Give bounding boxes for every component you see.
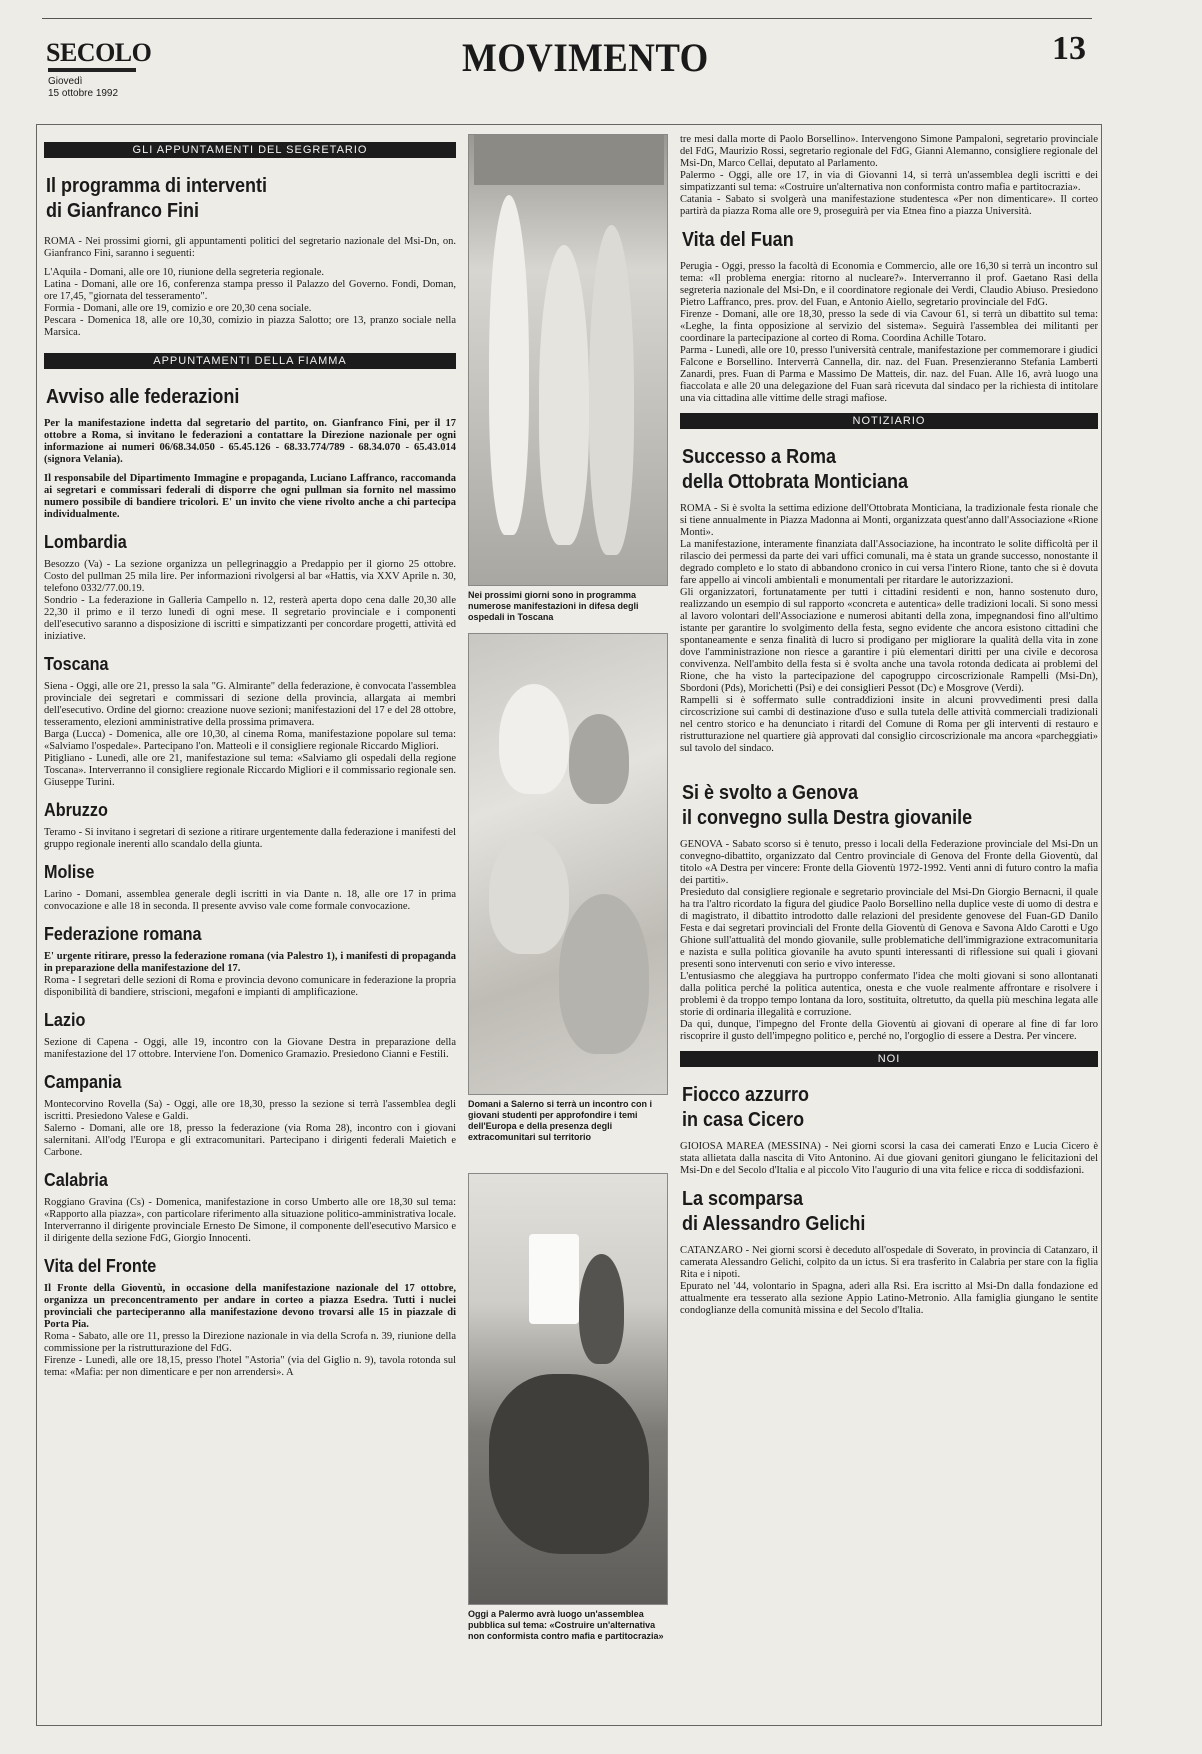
article-paragraph: Roggiano Gravina (Cs) - Domenica, manifestazione in corso Umberto alle ore 18,30 sul tema: «Rapporto alla piazza», con particolare riferimento alla situazione politico-amministrativa locale. Interverranno il dirigente provinciale Ernesto De Simone, il componente dell'esecutivo Marsico e il dirigente della sezione FdG, Giorgio Innocenti. [44,1197,456,1244]
photo-palermo-wreckage [468,1173,668,1605]
article-paragraph: Firenze - Lunedì, alle ore 18,15, presso l'hotel "Astoria" (via del Giglio n. 9), tavola rotonda sul tema: «Mafia: per non dimenticare e per non arrendersi». A [44,1355,456,1378]
article-paragraph: Gli organizzatori, fortunatamente per tutti i cittadini residenti e non, hanno sostenuto duro, realizzando un esempio di sul rapporto «concreta e autentica» delle tradizioni locali. Si sono messi al lavoro volontari dell'Associazione e numerosi abitanti della zona, impegnandosi fino all'ultimo istante per garantire lo svolgimento della festa, segno evidente che ancora esistono cittadini che spontaneamente e senza finalità di lucro si prodigano per migliorare la qualità della vita in zone dove l'amministrazione non riesce a garantire i più elementari diritti per una civile e decorosa convivenza. Nell'ambito della festa si è svolta anche una tavola rotonda dedicata ai problemi del Rione, che ha visto la partecipazione del capogruppo circoscrizionale Rampelli (Msi-Dn), Sbordoni (Pds), Morichetti (Psi) e dei consiglieri Pessot (Dc) e Mosgrove (Verdi). [680,587,1098,694]
article-paragraph: Per la manifestazione indetta dal segretario del partito, on. Gianfranco Fini, per il 17 ottobre a Roma, si invitano le federazioni a contattare la Direzione nazionale per ogni informazione ai numeri 06/68.34.050 - 65.45.126 - 68.33.774/789 - 68.34.070 - 65.43.014 (signora Velania). [44,418,456,465]
section-banner: GLI APPUNTAMENTI DEL SEGRETARIO [44,142,456,158]
figure-shape [529,1234,579,1324]
article-paragraph: Larino - Domani, assemblea generale degli iscritti in via Dante n. 18, alle ore 17 in prima convocazione e alle 18 in seconda. Il presente avviso vale come formale convocazione. [44,889,456,912]
region-heading: Lombardia [44,532,127,552]
article-paragraph: Teramo - Si invitano i segretari di sezione a ritirare urgentemente dalla federazione i manifesti del gruppo regionale inerenti allo scandalo della giunta. [44,827,456,850]
headline-line: Fiocco azzurro [682,1084,810,1106]
left-column [44,134,456,1386]
article-paragraph: La manifestazione, interamente finanziata dall'Associazione, ha incontrato le solite difficoltà per il rilascio dei permessi da parte dei vari uffici comunali, ma è stata un grande successo, nonostante il degrado completo e lo stato di abbandono cronico in cui versa l'intero Rione, tanto che si è dovuta fare appello ai vincoli ambientali e monumentali per ritardare le autorizzazioni. [680,539,1098,586]
figure-shape [489,834,569,954]
article-paragraph: Roma - I segretari delle sezioni di Roma e provincia devono comunicare in federazione la propria disponibilità di bandiere, striscioni, megafoni e impianti di amplificazione. [44,975,456,998]
region-heading: Federazione romana [44,924,202,944]
headline-line: di Gianfranco Fini [46,200,200,222]
article-paragraph: Rampelli si è soffermato sulle contraddizioni insite in alcuni provvedimenti presi dalla circoscrizione sui cambi di destinazione d'uso e sulla tutela delle attività commerciali tradizionali nel centro storico e ha denunciato i ritardi del Comune di Roma per gli interventi di restauro e ristrutturazione nel quartiere già approvati dal consiglio circoscrizionale ma ancora «parcheggiati» sul tavolo del sindaco. [680,695,1098,754]
newspaper-logo: SECOLO [46,38,152,67]
section-banner: APPUNTAMENTI DELLA FIAMMA [44,353,456,369]
headline-line: di Alessandro Gelichi [682,1213,866,1235]
article-paragraph: Epurato nel '44, volontario in Spagna, aderì alla Rsi. Era iscritto al Msi-Dn dalla fondazione ed attualmente era tesserato alla sezione Appio Latino-Metronio. Alla famiglia giungano le sentite condoglianze della comunità missina e del Secolo d'Italia. [680,1281,1098,1316]
page-number: 13 [1052,30,1086,67]
logo-underline [48,68,136,72]
photo-caption: Domani a Salerno si terrà un incontro con i giovani studenti per approfondire i temi dell'Europa e della presenza degli extracomunitari sul territorio [468,1099,653,1142]
photo-hospital-staff [468,134,668,586]
section-title: MOVIMENTO [462,35,709,80]
article-paragraph: Formia - Domani, alle ore 19, comizio e ore 20,30 cena sociale. [44,303,312,314]
headline: Vita del Fuan [682,229,794,251]
region-heading: Lazio [44,1010,86,1030]
article-paragraph: Pescara - Domenica 18, alle ore 10,30, comizio in piazza Salotto; ore 13, pranzo sociale nella Marsica. [44,315,456,338]
article-paragraph: Catania - Sabato si svolgerà una manifestazione studentesca «Per non dimenticare». Il corteo partirà da piazza Roma alle ore 9, proseguirà per via Etnea fino a piazza Università. [680,194,1098,217]
issue-date [48,76,118,100]
masthead [42,18,1092,108]
article-paragraph: Il responsabile del Dipartimento Immagine e propaganda, Luciano Laffranco, raccomanda ai segretari e commissari federali di disporre che ogni pullman sia fornito nel massimo numero possibile di bandiere tricolori. E' un invito che viene rivolto anche a chi partecipa individualmente. [44,473,456,520]
right-column [680,134,1098,1324]
figure-shape [569,714,629,804]
article-paragraph: Roma - Sabato, alle ore 11, presso la Direzione nazionale in via della Scrofa n. 39, riunione della commissione per la ristrutturazione del FdG. [44,1331,456,1354]
headline-line: il convegno sulla Destra giovanile [682,807,973,829]
headline-line: La scomparsa [682,1188,804,1210]
headline [682,781,1056,831]
article-paragraph: GENOVA - Sabato scorso si è tenuto, presso i locali della Federazione provinciale del Msi-Dn un convegno-dibattito, organizzato dal Centro provinciale di Genova del Fronte della Gioventù, dal titolo «A Destra per vincere: Fronte della Gioventù 1972-1992. Venti anni di futuro contro la mafia dei partiti». [680,839,1098,886]
headline-line: Si è svolto a Genova [682,782,859,804]
section-banner: NOTIZIARIO [680,413,1098,429]
photo-students [468,633,668,1095]
photo-column [468,134,668,1652]
article-paragraph: Da qui, dunque, l'impegno del Fronte della Gioventù ai giovani di operare al fine di far loro riscoprire il gusto dell'impegno politico e, perché no, l'orgoglio di essere a Destra. Per vincere. [680,1019,1098,1042]
article-paragraph: Siena - Oggi, alle ore 21, presso la sala "G. Almirante" della federazione, è convocata l'assemblea provinciale dei segretari e commissari di sezione della provincia, allargata ai membri dell'esecutivo. Ordine del giorno: creazione nuove sezioni; manifestazioni del 17 e del 28 ottobre, tesseramento, elezioni amministrative della prossima primavera. [44,681,456,728]
figure-shape [579,1254,624,1364]
headline-line: Successo a Roma [682,446,837,468]
headline-line: in casa Cicero [682,1109,805,1131]
region-heading: Molise [44,862,95,882]
article-paragraph: ROMA - Si è svolta la settima edizione dell'Ottobrata Monticiana, la tradizionale festa rionale che si tiene annualmente in Piazza Madonna ai Monti, organizzata quest'anno dall'Associazione «Rione Monti». [680,503,1098,538]
headline [682,445,1056,495]
figure-shape [539,245,589,545]
headline: Avviso alle federazioni [46,386,240,408]
article-paragraph: Sondrio - La federazione in Galleria Campello n. 12, resterà aperta dopo cena dalle 20,30 alle 22,30 il primo e il terzo lunedì di ogni mese. Il segretario provinciale e i componenti dell'esecutivo saranno a disposizione di iscritti e simpatizzanti per concordare progetti, attività ed iniziative. [44,595,456,642]
section-banner: NOI [680,1051,1098,1067]
headline-line: della Ottobrata Monticiana [682,471,909,493]
figure-shape [559,894,649,1054]
article-paragraph: Perugia - Oggi, presso la facoltà di Economia e Commercio, alle ore 16,30 si terrà un incontro sul tema: «Il problema energia: ritorno al nucleare?». Interverranno il prof. Gaetano Rasi della segreteria nazionale del Msi-Dn, e il coordinatore regionale dei Verdi, Claudio Abiuso. Presiedono Pietro Laffranco, pres. prov. del Fuan, e Antonio Aiello, segretario provinciale del FdG. [680,261,1098,308]
article-paragraph: GIOIOSA MAREA (MESSINA) - Nei giorni scorsi la casa dei camerati Enzo e Lucia Cicero è stata allietata dalla nascita di Vito Antonino. Ai due giovani genitori giungano le felicitazioni del Msi-Dn e del Secolo d'Italia e al piccolo Vito l'augurio di una vita felice e ricca di soddisfazioni. [680,1141,1098,1176]
article-paragraph: Presieduto dal consigliere regionale e segretario provinciale del Msi-Dn Giorgio Bernacni, il quale ha tra l'altro ricordato la figura del giudice Paolo Borsellino nella duplice veste di uomo di destra e di magistrato, il dibattito introdotto dalle relazioni del presidente genovese del Fuan-GD Danilo Festa e dai segretari provinciali del Fronte della Gioventù di Genova e Savona Aldo Carotti e Ugo Ghione sull'attualità del mondo giovanile, sulle problematiche dell'immigrazione extracomunitaria e nazista e sulla politica giovanile ha avuto spunti interessanti di riflessione sui quali i giovani presenti sono intervenuti con serio e vivo interesse. [680,887,1098,970]
headline [46,174,415,224]
article-paragraph: Pitigliano - Lunedì, alle ore 21, manifestazione sul tema: «Salviamo gli ospedali della regione Toscana». Interverranno il consigliere regionale Riccardo Migliori e il commissario regionale sen. Giuseppe Turini. [44,753,456,788]
article-paragraph: L'Aquila - Domani, alle ore 10, riunione della segreteria regionale. [44,267,325,278]
article-paragraph: tre mesi dalla morte di Paolo Borsellino». Intervengono Simone Pampaloni, segretario provinciale del FdG, Maurizio Rossi, segretario regionale del FdG, Gianni Alemanno, consigliere regionale del Msi-Dn, Marco Cellai, deputato al Parlamento. [680,134,1098,169]
article-paragraph: Parma - Lunedì, alle ore 10, presso l'università centrale, manifestazione per commemorare i giudici Falcone e Borsellino. Interverrà Cannella, dir. naz. del Fuan. Presenzieranno Stefania Lamberti Zanardi, pres. Fuan di Parma e Massimo De Matteis, dir. naz. del Fuan. Alle 16, avrà luogo una fiaccolata e alle 20 una delegazione del Fuan sarà ricevuta dal sindaco per la richiesta di intitolare una via cittadina alle vittime delle stragi mafiose. [680,345,1098,404]
issue-day: Giovedì [48,76,83,87]
figure-shape [489,1374,649,1554]
figure-shape [499,684,569,794]
article-paragraph: CATANZARO - Nei giorni scorsi è deceduto all'ospedale di Soverato, in provincia di Catanzaro, il camerata Alessandro Gelichi, colpito da un ictus. Si era trasferito in Calabria per stare con la figlia Rita e i nipoti. [680,1245,1098,1280]
article-paragraph: ROMA - Nei prossimi giorni, gli appuntamenti politici del segretario nazionale del Msi-Dn, on. Gianfranco Fini, saranno i seguenti: [44,236,456,259]
region-heading: Calabria [44,1170,108,1190]
photo-caption: Oggi a Palermo avrà luogo un'assemblea pubblica sul tema: «Costruire un'alternativa non conformista contro mafia e partitocrazia» [468,1609,664,1641]
article-paragraph: Latina - Domani, alle ore 16, conferenza stampa presso il Palazzo del Governo. Fondi, Doman, ore 17,45, "giornata del tesseramento". [44,279,456,302]
figure-shape [474,135,664,185]
article-paragraph: Barga (Lucca) - Domenica, alle ore 10,30, al cinema Roma, manifestazione popolare sul tema: «Salviamo l'ospedale». Partecipano l'on. Matteoli e il consigliere regionale Riccardo Migliori. [44,729,456,752]
figure-shape [589,225,634,555]
region-heading: Campania [44,1072,122,1092]
article-paragraph: E' urgente ritirare, presso la federazione romana (via Palestro 1), i manifesti di propaganda in preparazione della manifestazione del 17. [44,951,456,974]
article-paragraph: Besozzo (Va) - La sezione organizza un pellegrinaggio a Predappio per il giorno 25 ottobre. Costo del pullman 25 mila lire. Per informazioni rivolgersi al bar «Hattis, via XXV Aprile n. 30, telefono 0332/77.00.19. [44,559,456,594]
figure-shape [489,195,529,535]
headline-line: Il programma di interventi [46,175,268,197]
article-paragraph: Salerno - Domani, alle ore 18, presso la federazione (via Roma 28), incontro con i giovani salernitani. All'odg l'Europa e gli extracomunitari. Partecipano i dirigenti federali Maietich e Carbone. [44,1123,456,1158]
top-rule [42,18,1092,19]
article-paragraph: Sezione di Capena - Oggi, alle 19, incontro con la Giovane Destra in preparazione della manifestazione del 17 ottobre. Interviene l'on. Domenico Gramazio. Presiedono Cianni e Festili. [44,1037,456,1060]
region-heading: Vita del Fronte [44,1256,157,1276]
headline [682,1187,1056,1237]
article-paragraph: Palermo - Oggi, alle ore 17, in via di Giovanni 14, si terrà un'assemblea degli iscritti e dei simpatizzanti sul tema: «Costruire un'alternativa non conformista contro mafia e partitocrazia». [680,170,1098,193]
region-heading: Toscana [44,654,109,674]
article-paragraph: L'entusiasmo che aleggiava ha purtroppo confermato l'idea che molti giovani si sono allontanati dalla politica perché la politica autentica, onesta e che vuole realmente affrontare e risolvere i problemi è da troppo tempo lontana da loro, sostituita, oltretutto, da quella più meschina legata alle storie di ordinaria illegalità e corruzione. [680,971,1098,1018]
headline [682,1083,1056,1133]
photo-caption: Nei prossimi giorni sono in programma numerose manifestazioni in difesa degli ospedali in Toscana [468,590,639,622]
issue-date-value: 15 ottobre 1992 [48,88,119,99]
region-heading: Abruzzo [44,800,108,820]
article-paragraph: Montecorvino Rovella (Sa) - Oggi, alle ore 18,30, presso la sezione si terrà l'assemblea degli iscritti. Presiedono Valese e Galdi. [44,1099,456,1122]
article-paragraph: Firenze - Domani, alle ore 18,30, presso la sede di via Cavour 61, si terrà un dibattito sul tema: «Leghe, la finta opposizione al servizio del sistema». Seguirà l'assemblea dei militanti per coordinare la partecipazione al corteo di Roma. Coordina Achille Totaro. [680,309,1098,344]
article-paragraph: Il Fronte della Gioventù, in occasione della manifestazione nazionale del 17 ottobre, organizza un preconcentramento per andare in corteo a piazza Esedra. Tutti i nuclei provinciali che parteciperanno alla manifestazione devono trovarsi alle 15 in piazzale di Porta Pia. [44,1283,456,1330]
